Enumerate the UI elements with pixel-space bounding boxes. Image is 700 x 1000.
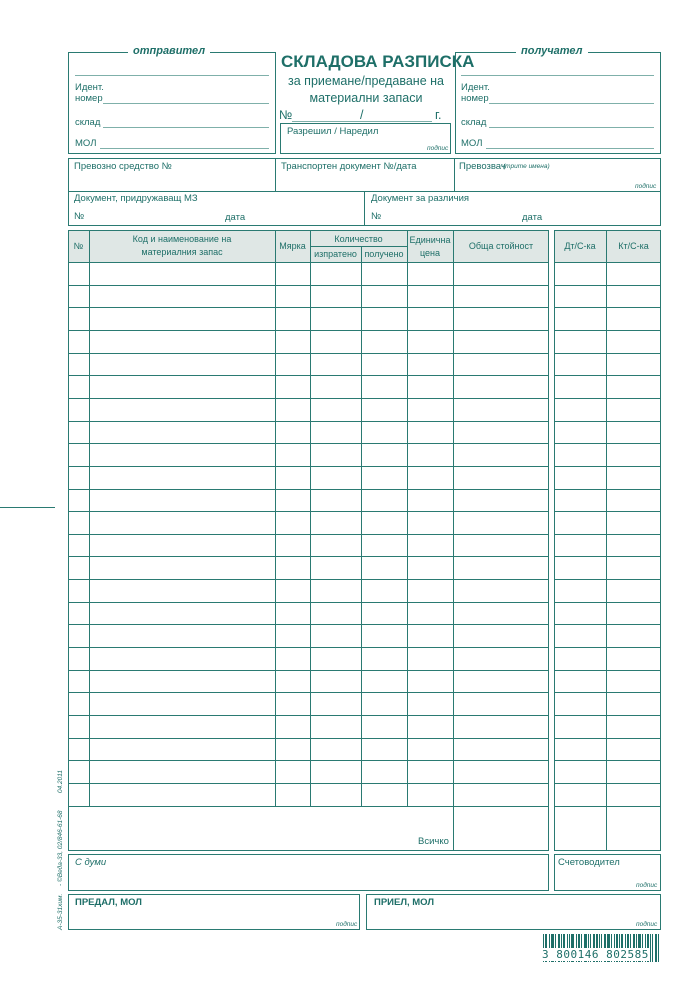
col-divider-received [407, 230, 408, 806]
row-divider [68, 330, 549, 331]
receiver-top-line [461, 75, 654, 76]
col-divider-no [89, 230, 90, 806]
col-dt-header: Дт/С-ка [564, 241, 596, 251]
row-divider-right [554, 511, 661, 512]
sender-ident-label-2: номер [75, 93, 103, 104]
accompanying-date-label: дата [225, 212, 246, 223]
row-divider [68, 307, 549, 308]
row-divider-right [554, 398, 661, 399]
accompanying-no-label: № [74, 211, 85, 222]
row-divider [68, 421, 549, 422]
col-divider-price [453, 230, 454, 851]
col-kt-header: Кт/С-ка [618, 241, 649, 251]
row-divider-right [554, 806, 661, 807]
col-divider-sent [361, 246, 362, 806]
sender-mol-line[interactable] [100, 148, 269, 149]
receiver-ident-label-1: Идент. [461, 82, 490, 93]
receiver-warehouse-label: склад [461, 117, 487, 128]
receiver-ident-line[interactable] [489, 103, 654, 104]
barcode-digits: 3 800146 802585 [542, 948, 649, 961]
col-qty-header: Количество [334, 233, 383, 244]
documents-divider-v [364, 191, 365, 226]
col-divider-code [275, 230, 276, 806]
row-divider-right [554, 285, 661, 286]
row-divider [68, 624, 549, 625]
in-words-box [68, 854, 549, 891]
row-divider [68, 715, 549, 716]
col-received-header: получено [364, 249, 404, 259]
row-divider-right [554, 421, 661, 422]
row-divider-right [554, 489, 661, 490]
header-divider [68, 262, 549, 263]
row-divider-right [554, 534, 661, 535]
transport-document-label: Транспортен документ №/дата [281, 161, 417, 172]
row-divider [68, 285, 549, 286]
row-divider-right [554, 760, 661, 761]
sender-ident-label-1: Идент. [75, 82, 104, 93]
handed-label: ПРЕДАЛ, МОЛ [75, 897, 142, 908]
transport-divider-v2 [454, 158, 455, 191]
row-divider [68, 556, 549, 557]
qty-subheader-divider [310, 246, 407, 247]
sender-warehouse-label: склад [75, 117, 101, 128]
barcode-bar [650, 934, 651, 962]
row-divider [68, 602, 549, 603]
row-divider [68, 783, 549, 784]
row-divider [68, 692, 549, 693]
row-divider [68, 670, 549, 671]
row-divider [68, 806, 549, 807]
col-divider-dt [606, 230, 607, 851]
carrier-label: Превозвач [459, 161, 506, 172]
row-divider-right [554, 783, 661, 784]
barcode-bar [655, 934, 656, 962]
row-divider-right [554, 602, 661, 603]
row-divider-right [554, 738, 661, 739]
side-print-publisher: - ©Веда-33, 02/846-61-68 [57, 810, 64, 886]
col-no-header: № [73, 241, 84, 251]
row-divider-right [554, 579, 661, 580]
header-divider-right [554, 262, 661, 263]
receiver-ident-label-2: номер [461, 93, 489, 104]
accountant-label: Счетоводител [558, 857, 620, 868]
barcode-bar [658, 934, 659, 962]
col-price-header-1: Единична [409, 234, 451, 245]
received-signature-label: подпис [636, 921, 658, 928]
col-sent-header: изпратено [314, 249, 357, 259]
receiver-mol-label: МОЛ [461, 138, 483, 149]
row-divider [68, 489, 549, 490]
col-price-header-2: цена [419, 247, 441, 258]
row-divider [68, 579, 549, 580]
fold-mark [0, 507, 55, 508]
transport-divider-v1 [275, 158, 276, 191]
in-words-label: С думи [75, 857, 107, 868]
difference-no-label: № [371, 211, 382, 222]
side-print-code: А-35-31хим. [57, 893, 64, 930]
row-divider-right [554, 647, 661, 648]
number-line[interactable] [292, 121, 432, 122]
number-label: № [279, 108, 293, 122]
side-print-date: 04.2011 [57, 769, 64, 793]
sender-top-line [75, 75, 269, 76]
row-divider [68, 534, 549, 535]
accounts-table [554, 230, 661, 851]
row-divider [68, 443, 549, 444]
accountant-signature-label: подпис [636, 882, 658, 889]
col-total-header: Обща стойност [468, 241, 534, 251]
total-label: Всичко [418, 836, 449, 847]
row-divider-right [554, 307, 661, 308]
sender-ident-line[interactable] [103, 103, 269, 104]
row-divider [68, 398, 549, 399]
carrier-signature-label: подпис [635, 183, 657, 190]
row-divider-right [554, 670, 661, 671]
sender-warehouse-line[interactable] [103, 127, 269, 128]
receiver-mol-line[interactable] [486, 148, 654, 149]
row-divider-right [554, 715, 661, 716]
handed-signature-label: подпис [336, 921, 358, 928]
row-divider [68, 375, 549, 376]
vehicle-label: Превозно средство № [74, 161, 172, 172]
row-divider-right [554, 692, 661, 693]
row-divider [68, 511, 549, 512]
difference-doc-label: Документ за различия [371, 193, 470, 204]
barcode-bar [656, 934, 657, 962]
receiver-warehouse-line[interactable] [489, 127, 654, 128]
sender-mol-label: МОЛ [75, 138, 97, 149]
receiver-heading: получател [516, 45, 588, 57]
col-divider-unit [310, 230, 311, 806]
sender-heading: отправител [128, 45, 210, 57]
row-divider-right [554, 556, 661, 557]
row-divider [68, 353, 549, 354]
row-divider [68, 760, 549, 761]
row-divider [68, 466, 549, 467]
col-code-header-1: Код и наименование на [132, 234, 232, 244]
authorized-label: Разрешил / Наредил [287, 126, 379, 137]
accompanying-doc-label: Документ, придружаващ МЗ [74, 193, 198, 204]
row-divider-right [554, 466, 661, 467]
barcode-bar [652, 934, 653, 962]
row-divider-right [554, 624, 661, 625]
col-code-header-2: материалния запас [141, 247, 223, 257]
year-label: г. [435, 108, 442, 122]
authorized-signature-label: подпис [427, 145, 449, 152]
col-unit-header: Мярка [279, 241, 306, 251]
items-table [68, 230, 549, 851]
number-slash: / [360, 108, 364, 122]
document-title: СКЛАДОВА РАЗПИСКА [281, 52, 475, 71]
row-divider [68, 647, 549, 648]
received-label: ПРИЕЛ, МОЛ [374, 897, 435, 908]
row-divider-right [554, 353, 661, 354]
row-divider-right [554, 443, 661, 444]
row-divider [68, 738, 549, 739]
title-line-1: за приемане/предаване на [288, 74, 444, 88]
carrier-hint: (трите имена) [503, 163, 550, 170]
row-divider-right [554, 330, 661, 331]
difference-date-label: дата [522, 212, 543, 223]
title-line-2: материални запаси [309, 91, 423, 105]
row-divider-right [554, 375, 661, 376]
